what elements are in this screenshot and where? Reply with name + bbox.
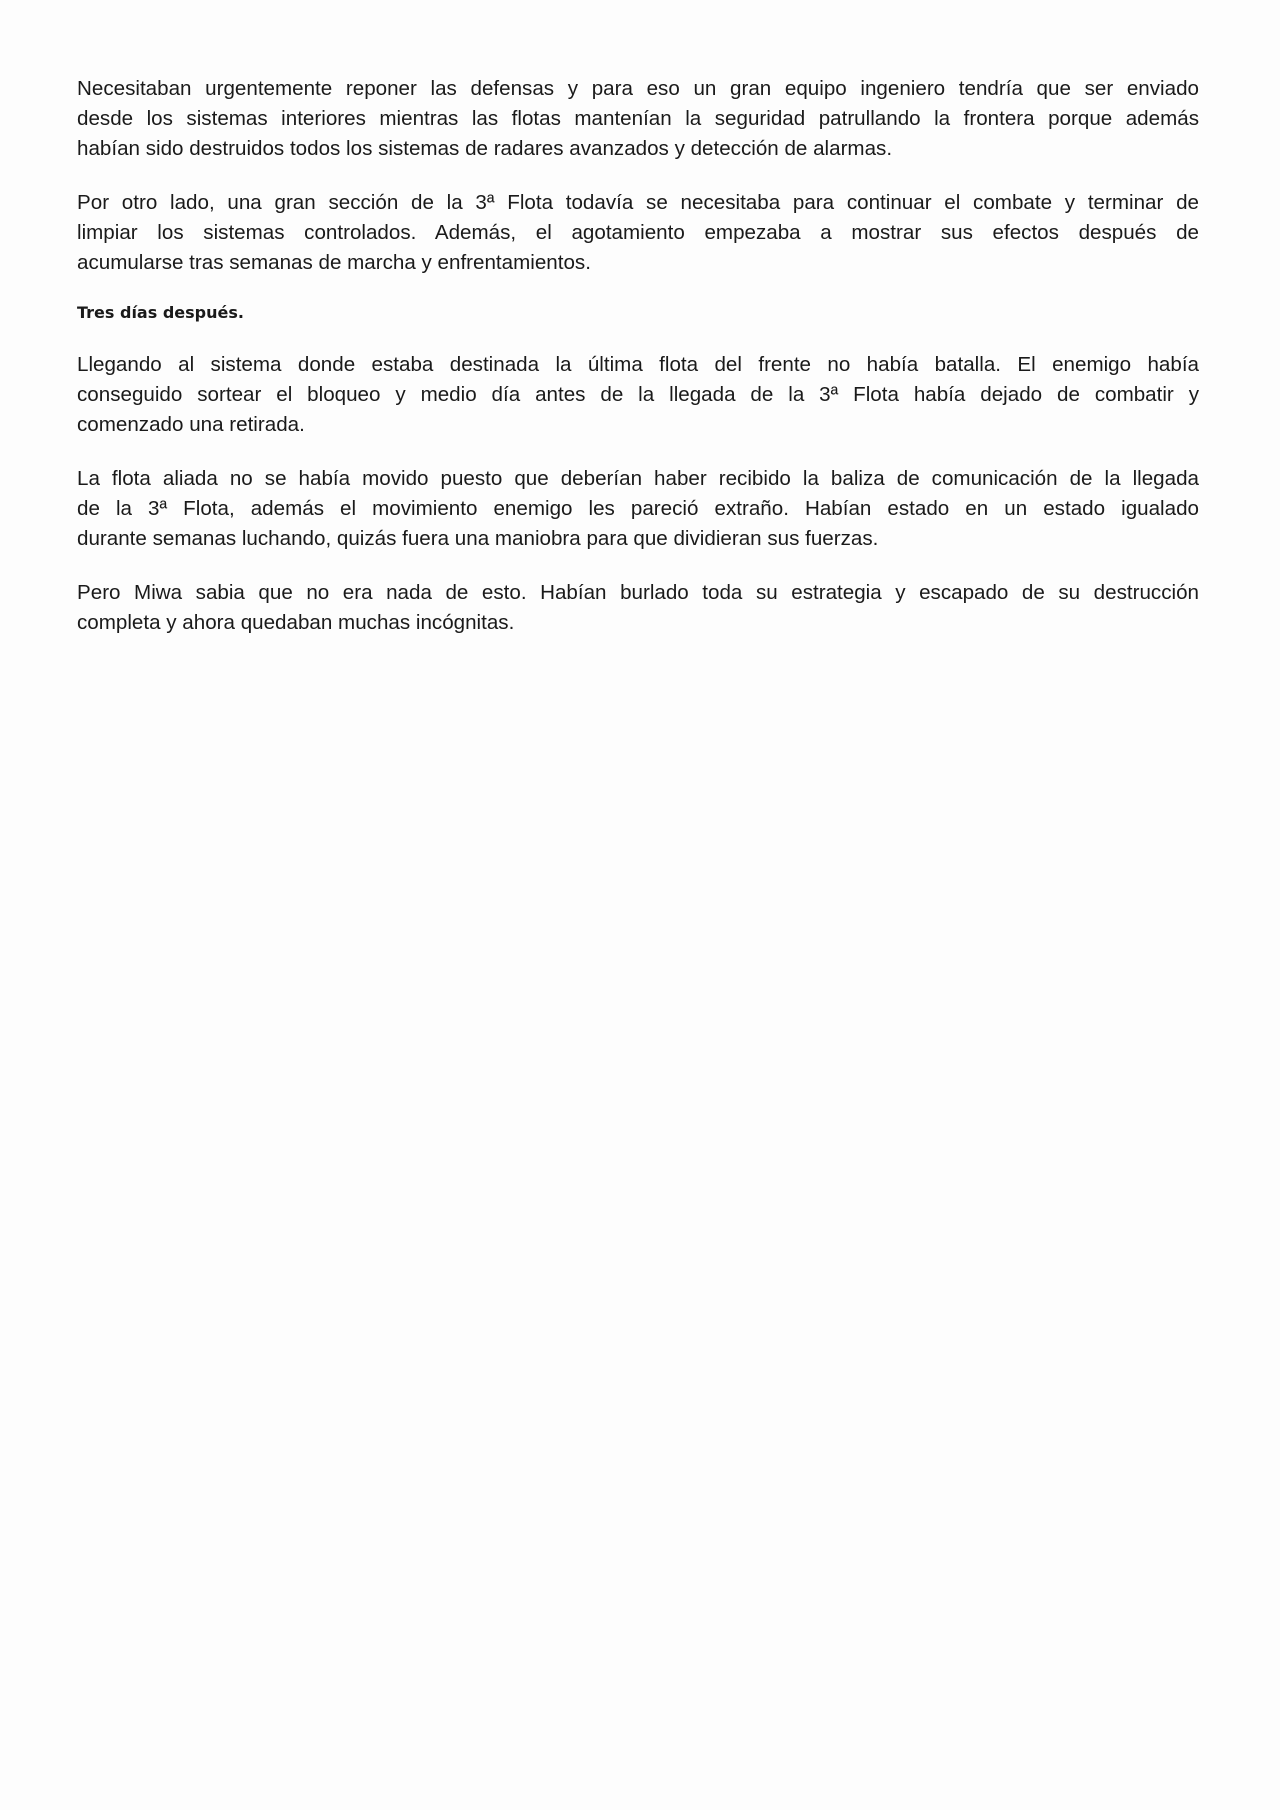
text-line: durante semanas luchando, quizás fuera una maniobra para que dividieran sus fuerzas. [77, 527, 879, 550]
paragraph [77, 74, 1199, 164]
text-line: Pero Miwa sabia que no era nada de esto. Habían burlado toda su estrategia y escapado de su destrucción [77, 581, 1199, 604]
paragraph [77, 350, 1199, 440]
text-line: Necesitaban urgentemente reponer las defensas y para eso un gran equipo ingeniero tendría que ser enviado [77, 77, 1199, 100]
paragraph [77, 578, 1199, 638]
text-line: Por otro lado, una gran sección de la 3ª Flota todavía se necesitaba para continuar el combate y terminar de [77, 191, 1199, 214]
paragraph [77, 464, 1199, 554]
text-line: acumularse tras semanas de marcha y enfrentamientos. [77, 251, 591, 274]
text-line: La flota aliada no se había movido puesto que deberían haber recibido la baliza de comunicación de la llegada [77, 467, 1199, 490]
text-line: limpiar los sistemas controlados. Además, el agotamiento empezaba a mostrar sus efectos después de [77, 221, 1199, 244]
text-line: de la 3ª Flota, además el movimiento enemigo les pareció extraño. Habían estado en un estado igualado [77, 497, 1199, 520]
text-line: Llegando al sistema donde estaba destinada la última flota del frente no había batalla. El enemigo había [77, 353, 1199, 376]
section-heading: Tres días después. [77, 303, 244, 322]
text-line: habían sido destruidos todos los sistemas de radares avanzados y detección de alarmas. [77, 137, 893, 160]
paragraph [77, 188, 1199, 278]
document-body [77, 74, 1199, 662]
text-line: desde los sistemas interiores mientras las flotas mantenían la seguridad patrullando la frontera porque además [77, 107, 1199, 130]
text-line: comenzado una retirada. [77, 413, 305, 436]
text-line: conseguido sortear el bloqueo y medio día antes de la llegada de la 3ª Flota había dejado de combatir y [77, 383, 1199, 406]
text-line: completa y ahora quedaban muchas incógnitas. [77, 611, 515, 634]
